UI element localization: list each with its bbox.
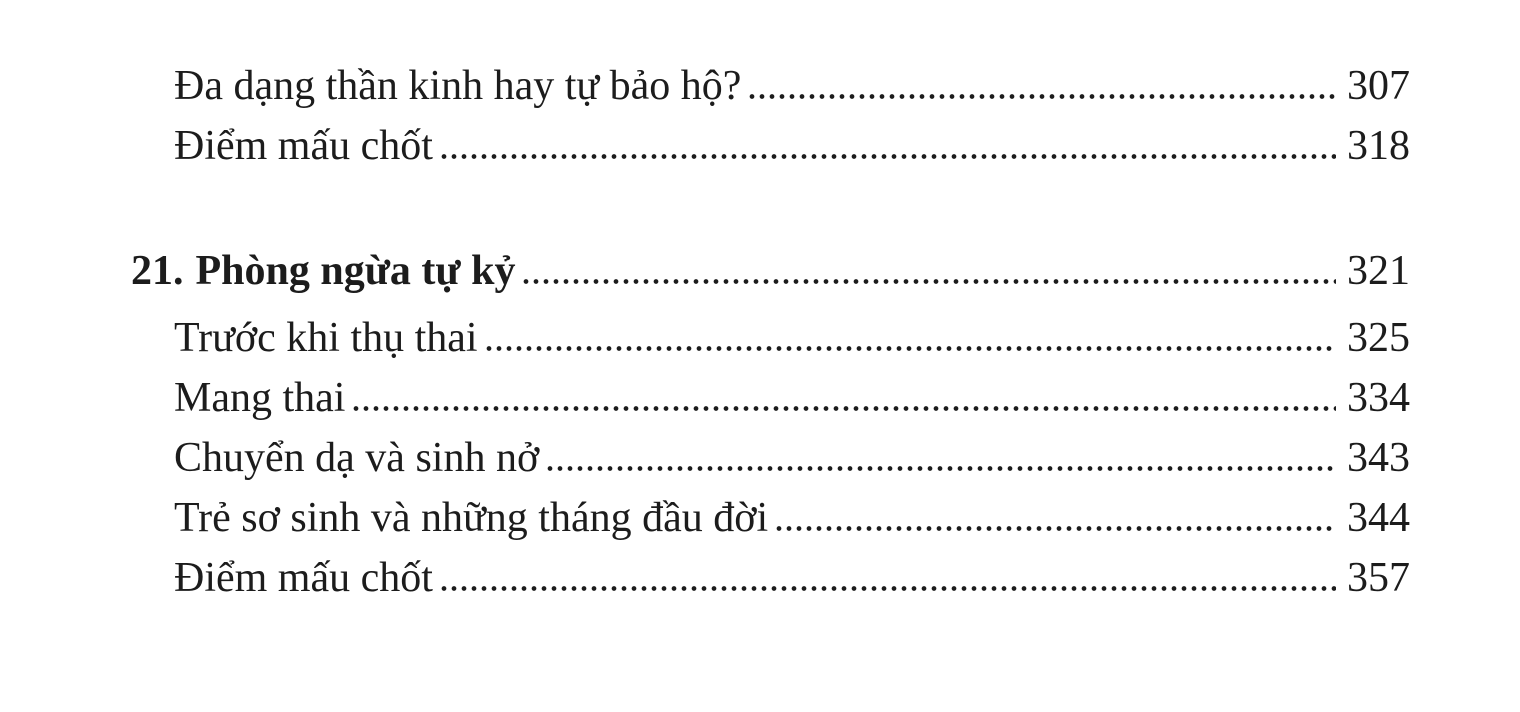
toc-page-number: 357 <box>1347 555 1410 601</box>
chapter-title: Phòng ngừa tự kỷ <box>195 248 516 294</box>
toc-entry <box>0 488 1520 548</box>
toc-entry <box>0 428 1520 488</box>
toc-chapter-entry <box>0 241 1520 301</box>
dot-leader <box>439 154 1336 159</box>
toc-entry-label: Điểm mấu chốt <box>174 123 433 169</box>
dot-leader <box>545 466 1336 471</box>
toc-page-number: 325 <box>1347 315 1410 361</box>
dot-leader <box>439 586 1336 591</box>
toc-entry-label: Đa dạng thần kinh hay tự bảo hộ? <box>174 63 742 109</box>
toc-entry <box>0 56 1520 116</box>
toc-page-number: 334 <box>1347 375 1410 421</box>
dot-leader <box>484 346 1336 351</box>
toc-page-number: 343 <box>1347 435 1410 481</box>
toc-entry-label: Trước khi thụ thai <box>174 315 478 361</box>
toc-entry-label: Chuyển dạ và sinh nở <box>174 435 540 481</box>
toc-page-number: 318 <box>1347 123 1410 169</box>
dot-leader <box>521 279 1336 284</box>
toc-entry <box>0 548 1520 608</box>
toc-page-number: 321 <box>1347 248 1410 294</box>
dot-leader <box>774 526 1336 531</box>
dot-leader <box>351 406 1336 411</box>
toc-entry-label: Điểm mấu chốt <box>174 555 433 601</box>
toc-entry <box>0 308 1520 368</box>
chapter-number: 21. <box>131 248 184 294</box>
toc-entry <box>0 116 1520 176</box>
dot-leader <box>747 94 1336 99</box>
toc-page-number: 307 <box>1347 63 1410 109</box>
toc-page-number: 344 <box>1347 495 1410 541</box>
toc-entry <box>0 368 1520 428</box>
toc-entry-label: Trẻ sơ sinh và những tháng đầu đời <box>174 495 769 541</box>
toc-entry-label: Mang thai <box>174 375 346 421</box>
